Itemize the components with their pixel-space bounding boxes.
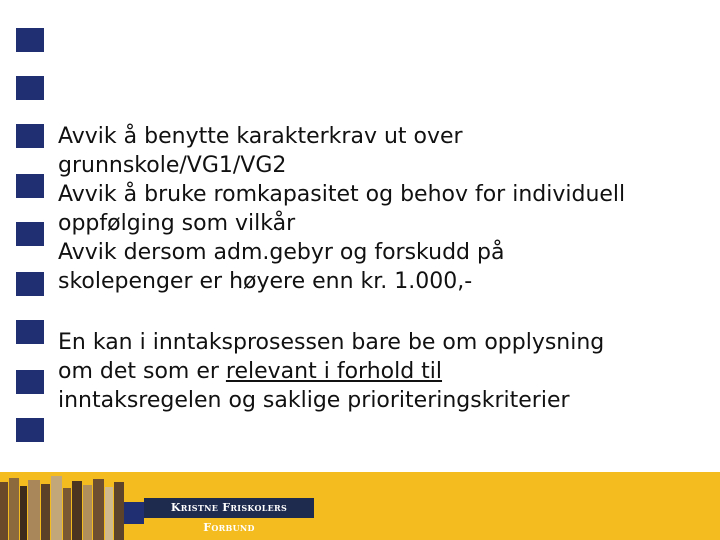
bullet-square	[16, 222, 44, 246]
closing-line	[58, 357, 708, 386]
bullet-text-3	[58, 238, 708, 296]
bullet-square	[16, 76, 44, 100]
closing-paragraph	[58, 328, 708, 415]
bullet-square	[16, 370, 44, 394]
slide-body	[58, 122, 708, 415]
bullet-square	[16, 418, 44, 442]
logo-square	[124, 502, 144, 524]
bullet-line: Avvik å bruke romkapasitet og behov for individuell	[58, 182, 626, 207]
bullet-line: Avvik dersom adm.gebyr og forskudd på	[58, 240, 505, 265]
bullet-square	[16, 272, 44, 296]
bullet-line: skolepenger er høyere enn kr. 1.000,-	[58, 269, 473, 294]
bullet-line: oppfølging som vilkår	[58, 211, 296, 236]
logo-text: Kristne Friskolers Forbund	[170, 501, 288, 534]
bullet-square	[16, 28, 44, 52]
bullet-text-2	[58, 180, 708, 238]
decorative-square-column	[16, 0, 46, 470]
underlined-phrase: relevant i forhold til	[225, 359, 443, 384]
bullet-line: grunnskole/VG1/VG2	[58, 153, 287, 178]
organization-logo	[144, 498, 314, 534]
bullet-square	[16, 124, 44, 148]
bullet-square	[16, 320, 44, 344]
closing-line: En kan i inntaksprosessen bare be om opplysning	[58, 330, 605, 355]
closing-line: inntaksregelen og saklige prioriteringskriterier	[58, 388, 570, 413]
bullet-square	[16, 174, 44, 198]
closing-line-text: om det som er	[58, 359, 226, 384]
bullet-text-1	[58, 122, 708, 180]
books-illustration	[0, 476, 128, 540]
bullet-line: Avvik å benytte karakterkrav ut over	[58, 124, 463, 149]
